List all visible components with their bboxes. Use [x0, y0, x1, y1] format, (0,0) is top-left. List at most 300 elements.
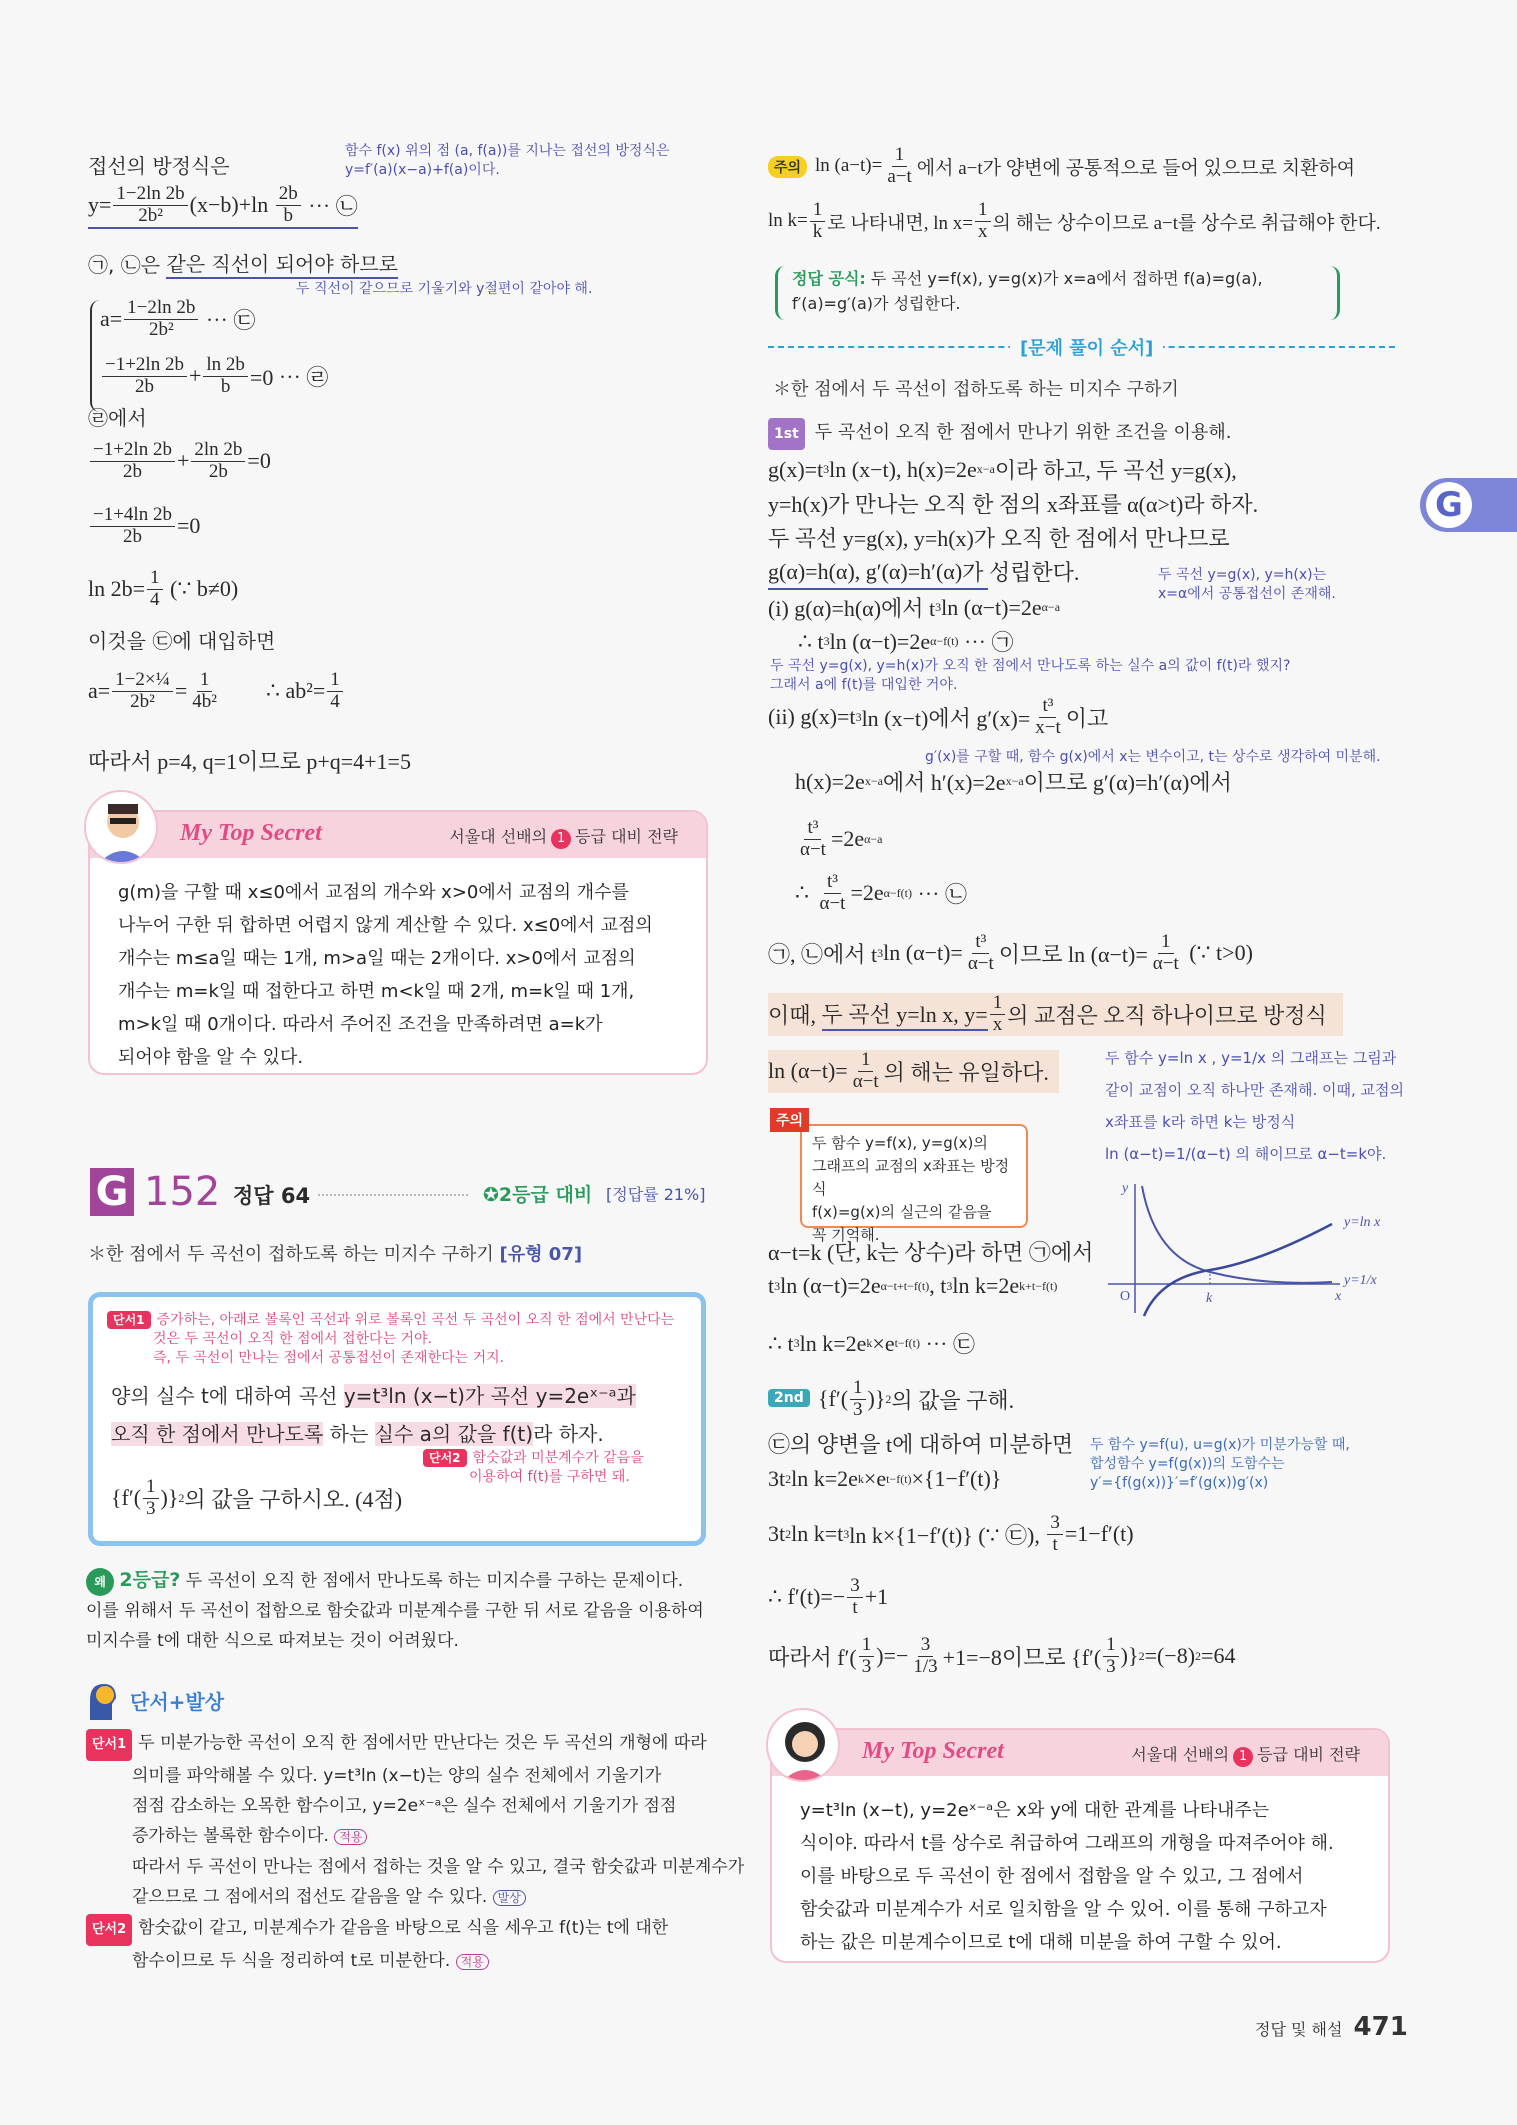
- denominator: x: [992, 1013, 1003, 1035]
- exponent: 2: [785, 1471, 792, 1486]
- fraction: [191, 440, 245, 483]
- math-text: ⋯ ㉠: [958, 630, 1014, 655]
- math-text: =: [174, 678, 188, 704]
- why-line: 이를 위해서 두 곡선이 접함으로 함숫값과 미분계수를 구한 뒤 서로 같음을 이용하여: [86, 1601, 704, 1621]
- side-note-line: ln (α−t)=1/(α−t) 의 해이므로 α−t=k야.: [1105, 1145, 1387, 1163]
- numerator: 1: [1103, 1635, 1119, 1657]
- math-text: 의 값을 구해.: [891, 1387, 1015, 1413]
- denominator: 2b: [134, 375, 154, 397]
- type-text: ＊한 점에서 두 곡선이 접하도록 하는 미지수 구하기: [88, 1244, 500, 1265]
- exponent: 2: [1138, 1648, 1145, 1663]
- k-label: k: [1206, 1291, 1213, 1306]
- solution-line: [768, 592, 1060, 623]
- math-text: ∴ t: [768, 1330, 794, 1356]
- side-note-line: x좌표를 k라 하면 k는 방정식: [1105, 1113, 1296, 1131]
- hint2: [423, 1449, 644, 1487]
- annotation-line: 두 함수 y=f(u), u=g(x)가 미분가능할 때,: [1090, 1437, 1350, 1453]
- secret-tag-text: 등급 대비 전략: [1257, 1745, 1360, 1764]
- annotation-line: 함수 f(x) 위의 점 (a, f(a))를 지나는 접선의 방정식은: [345, 143, 670, 159]
- numerator: 3: [1047, 1513, 1063, 1535]
- why-line: 미지수를 t에 대한 식으로 따져보는 것이 어려웠다.: [86, 1631, 459, 1651]
- type-tag: [유형 07]: [499, 1244, 583, 1265]
- solution-line: [795, 818, 883, 861]
- math-text: ㉠, ㉡은: [88, 253, 167, 277]
- math-text: ln (x−t)에서 g′(x)=: [861, 705, 1031, 731]
- solution-line: [768, 556, 1079, 587]
- denominator: 4b²: [192, 690, 217, 712]
- exponent: x−a: [864, 774, 883, 788]
- math-text: =1−f′(t): [1064, 1521, 1134, 1547]
- denominator: 1/3: [913, 1655, 938, 1677]
- math-text: ⋯ ㉡: [912, 881, 968, 907]
- fraction: [975, 200, 991, 243]
- secret-line: 함숫값과 미분계수가 서로 일치함을 알 수 있어. 이를 통해 구하고자: [800, 1899, 1327, 1920]
- math-text: ln k=2e: [799, 1330, 867, 1356]
- solution-line: [768, 993, 1343, 1036]
- ln-label: y=ln x: [1344, 1215, 1381, 1230]
- inverse-curve: [1142, 1186, 1332, 1283]
- secret-line: 되어야 함을 알 수 있다.: [118, 1047, 304, 1068]
- numerator: 1: [147, 568, 163, 590]
- fraction: [203, 355, 248, 398]
- question-line: [111, 1381, 636, 1411]
- problem-box: [88, 1292, 706, 1546]
- inverse-label: y=1/x: [1344, 1273, 1377, 1288]
- exponent: x−a: [976, 462, 995, 476]
- solution-line: 두 곡선 y=g(x), y=h(x)가 오직 한 점에서 만나므로: [768, 526, 1230, 551]
- math-text: ln k=: [768, 210, 808, 232]
- step1: [768, 418, 1231, 450]
- math-text: 같은 직선이 되어야 하므로: [166, 248, 398, 279]
- numerator: 1−2ln 2b: [124, 298, 198, 320]
- math-text: a=: [100, 306, 123, 332]
- annotation: [1158, 566, 1336, 604]
- annotation-line: 합성함수 y=f(g(x))의 도함수는: [1090, 1455, 1285, 1472]
- secret-tag: [1131, 1742, 1360, 1767]
- math-text: 이때,: [768, 1002, 822, 1028]
- exponent: k+t−f(t): [1019, 1278, 1058, 1293]
- x-axis-label: x: [1335, 1289, 1342, 1304]
- math-text: =2e: [830, 826, 865, 852]
- annotation: [1090, 1436, 1350, 1493]
- section-label: 정답 및 해설: [1255, 2020, 1343, 2039]
- math-text: ln (x−t), h(x)=2e: [829, 456, 977, 482]
- numerator: 1: [850, 1378, 866, 1400]
- secret-tag: [449, 824, 678, 849]
- equation: [88, 505, 200, 548]
- numerator: 1: [327, 670, 343, 692]
- question-line: [111, 1419, 604, 1449]
- insight-line: 증가하는 볼록한 함수이다.: [132, 1826, 329, 1846]
- step2-line: [818, 1378, 1014, 1421]
- caution-badge: 주의: [768, 156, 807, 178]
- fraction: [859, 1635, 875, 1678]
- fraction: [797, 818, 829, 861]
- math-text: ln (a−t)=: [815, 155, 883, 177]
- grade-badge: 1: [1233, 1747, 1253, 1767]
- fraction: [189, 670, 220, 713]
- math-text: )}: [160, 1485, 179, 1511]
- equation: [88, 568, 238, 611]
- fraction: [990, 993, 1006, 1036]
- fraction: [850, 1050, 882, 1093]
- math-text: ∴ t: [798, 628, 824, 654]
- solution-line: [768, 1466, 1001, 1492]
- numerator: t³: [804, 818, 821, 840]
- math-text: 에서 h′(x)=2e: [882, 770, 1006, 795]
- exponent: α−f(t): [930, 634, 959, 648]
- math-text: 3t: [768, 1521, 786, 1547]
- exponent: k: [866, 1336, 873, 1350]
- annotation-line: 두 곡선 y=g(x), y=h(x)가 오직 한 점에서 만나도록 하는 실수 a의 값이 f(t)라 했지?: [770, 658, 1291, 674]
- math-text: (ii) g(x)=t: [768, 704, 856, 730]
- side-note: [1105, 1042, 1404, 1170]
- page-footer: [1255, 2012, 1408, 2042]
- math-text: ln 2b=: [88, 576, 146, 602]
- note-line: 그래프의 교점의 x좌표는 방정식: [812, 1157, 1010, 1198]
- insight-line: 두 미분가능한 곡선이 오직 한 점에서만 만난다는 것은 두 곡선의 개형에 따라: [138, 1733, 707, 1753]
- conclusion: 따라서 p=4, q=1이므로 p+q=4+1=5: [88, 749, 411, 774]
- equation-c: [100, 298, 255, 341]
- math-text: ln k×{1−f′(t)} (∵ ㉢),: [849, 1522, 1046, 1548]
- annotation-line: x=α에서 공통접선이 존재해.: [1158, 585, 1336, 602]
- secret-title: My Top Secret: [180, 820, 322, 846]
- secret-line: 이를 바탕으로 두 곡선이 한 점에서 접함을 알 수 있고, 그 점에서: [800, 1866, 1304, 1887]
- equation: [88, 670, 345, 713]
- question-line: [111, 1477, 402, 1520]
- math-text: =0: [247, 448, 271, 474]
- math-text: 의 값을 구하시오. (4점): [184, 1486, 403, 1512]
- math-text: 가 성립한다.: [962, 560, 1080, 585]
- solution-line: [795, 872, 967, 915]
- math-text: 3t: [768, 1466, 786, 1491]
- denominator: x−t: [1035, 716, 1061, 738]
- exponent: 2: [1195, 1648, 1202, 1663]
- insight-line: 점점 감소하는 오목한 함수이고, y=2eˣ⁻ᵃ은 실수 전체에서 기울기가 점점: [132, 1796, 677, 1816]
- fraction: [124, 298, 198, 341]
- avatar: [84, 790, 158, 864]
- why-section: [86, 1565, 704, 1656]
- fraction: [1150, 932, 1182, 975]
- fraction: [143, 1477, 159, 1520]
- math-text: 이고: [1065, 705, 1109, 731]
- solution-line: [795, 766, 1232, 797]
- side-note-line: 같이 교점이 오직 하나만 존재해. 이때, 교점의: [1105, 1081, 1404, 1099]
- math-text: {f′(: [111, 1485, 142, 1511]
- fraction: [810, 200, 826, 243]
- leader-dots: [318, 1194, 468, 1196]
- math-text: =2e: [850, 880, 884, 906]
- apply-tag: 적용: [456, 1954, 489, 1970]
- hint1-badge: 단서1: [86, 1729, 132, 1761]
- secret-line: 하는 값은 미분계수이므로 t에 대해 미분을 하여 구할 수 있어.: [800, 1932, 1282, 1953]
- exponent: 3: [946, 1278, 953, 1293]
- formula-text: 두 곡선 y=f(x), y=g(x)가 x=a에서 접하면 f(a)=g(a),: [865, 269, 1263, 288]
- formula-text: f′(a)=g′(a)가 성립한다.: [792, 294, 961, 313]
- math-text: ln (α−t)=2e: [780, 1273, 881, 1298]
- secret-title: My Top Secret: [862, 1738, 1004, 1764]
- numerator: 1: [859, 1635, 875, 1657]
- math-text: {f′(: [818, 1386, 849, 1412]
- avatar: [766, 1708, 840, 1782]
- exponent: 2: [178, 1490, 185, 1505]
- denominator: α−t: [819, 892, 846, 914]
- hint-line: 함숫값과 미분계수가 같음을: [472, 1450, 644, 1466]
- insight-line: 함수이므로 두 식을 정리하여 t로 미분한다.: [132, 1951, 451, 1971]
- math-text: +1=−8이므로 {f′(: [942, 1644, 1102, 1670]
- secret-line: 식이야. 따라서 t를 상수로 취급하여 그래프의 개형을 따져주어야 해.: [800, 1833, 1334, 1854]
- solution-line: [768, 1328, 975, 1359]
- exponent: 3: [843, 1526, 850, 1541]
- step2-badge: 2nd: [768, 1389, 810, 1407]
- fraction: [910, 1635, 940, 1678]
- grade-text: 2등급 대비: [498, 1184, 593, 1206]
- insight-line: 함숫값이 같고, 미분계수가 같음을 바탕으로 식을 세우고 f(t)는 t에 대한: [138, 1918, 669, 1938]
- math-text: 두 곡선 y=ln x, y=: [822, 998, 988, 1031]
- denominator: 2b²: [138, 204, 163, 226]
- numerator: 1: [1158, 932, 1174, 954]
- solution-type: ＊한 점에서 두 곡선이 접하도록 하는 미지수 구하기: [773, 379, 1179, 400]
- idea-tag: 발상: [493, 1890, 526, 1906]
- math-text: ln k=2e: [952, 1273, 1020, 1298]
- formula-label: 정답 공식:: [792, 269, 866, 288]
- fraction: [1047, 1513, 1063, 1556]
- exponent: 2: [885, 1391, 892, 1406]
- question-highlight: 오직 한 점에서 만나도록: [111, 1422, 324, 1446]
- secret-body: [118, 876, 653, 1074]
- math-text: ∴ f′(t)=−: [768, 1584, 846, 1610]
- math-text: ln k=2e: [791, 1466, 858, 1491]
- denominator: 2b: [208, 460, 228, 482]
- math-text: ln (α−t)=: [883, 940, 963, 966]
- exponent: 3: [855, 709, 862, 724]
- fraction: [847, 1576, 863, 1619]
- numerator: 1: [197, 670, 213, 692]
- math-text: ⋯ ㉡: [302, 193, 358, 219]
- insight-line: 의미를 파악해볼 수 있다. y=t³ln (x−t)는 양의 실수 전체에서 기울기가: [132, 1766, 662, 1786]
- math-text: +: [188, 363, 202, 389]
- solution-order-label: [문제 풀이 순서]: [1010, 334, 1163, 360]
- caution-line: [815, 145, 1355, 188]
- math-text: a=: [88, 678, 111, 704]
- denominator: b: [220, 375, 231, 397]
- numerator: 1−2×¼: [112, 670, 173, 692]
- denominator: 4: [150, 588, 160, 610]
- numerator: 2b: [276, 184, 301, 206]
- denominator: 2b: [122, 525, 142, 547]
- secret-line: 개수는 m≤a일 때는 1개, m>a일 때는 2개이다. x>0에서 교점의: [118, 948, 636, 969]
- my-top-secret-box: [88, 810, 708, 1075]
- numerator: ln 2b: [203, 355, 248, 377]
- correct-rate: [정답률 21%]: [606, 1185, 706, 1204]
- lightbulb-icon: [86, 1680, 120, 1720]
- fraction: [112, 670, 173, 713]
- annotation-line: y=f′(a)(x−a)+f(a)이다.: [345, 161, 500, 178]
- step1-badge: 1st: [768, 418, 805, 450]
- math-text: h(x)=2e: [795, 768, 865, 794]
- math-text: 이므로 ln (α−t)=: [998, 941, 1148, 967]
- note-box: [800, 1124, 1028, 1244]
- denominator: 2b²: [148, 318, 174, 340]
- fraction: [965, 932, 997, 975]
- solution-line: [798, 626, 1014, 657]
- numerator: t³: [972, 932, 989, 954]
- denominator: α−t: [852, 1070, 879, 1092]
- insight-line: 따라서 두 곡선이 만나는 점에서 접하는 것을 알 수 있고, 결국 함숫값과 미분계수가: [132, 1857, 745, 1877]
- math-text: , t: [929, 1273, 947, 1298]
- math-text: ㉠, ㉡에서 t: [768, 941, 878, 967]
- numerator: 1: [143, 1477, 159, 1499]
- secret-line: y=t³ln (x−t), y=2eˣ⁻ᵃ은 x와 y에 대한 관계를 나타내주는: [800, 1800, 1270, 1821]
- denominator: a−t: [887, 165, 912, 187]
- secret-line: g(m)을 구할 때 x≤0에서 교점의 개수와 x>0에서 교점의 개수를: [118, 882, 629, 903]
- hint-line: 증가하는, 아래로 볼록인 곡선과 위로 볼록인 곡선 두 곡선이 오직 한 점에서 만난다는: [156, 1312, 675, 1328]
- page-number: 471: [1353, 2012, 1408, 2042]
- text-line: 이것을 ㉢에 대입하면: [88, 629, 276, 653]
- math-text: g(x)=t: [768, 456, 824, 482]
- math-text: 의 해는 상수이므로 a−t를 상수로 취급해야 한다.: [992, 212, 1381, 234]
- numerator: 1: [858, 1050, 874, 1072]
- annotation: g′(x)를 구할 때, 함수 g(x)에서 x는 변수이고, t는 상수로 생각하여 미분해.: [925, 749, 1381, 765]
- tangent-equation: [88, 184, 358, 229]
- solution-line: [768, 1050, 1059, 1093]
- secret-line: 나누어 구한 뒤 합하면 어렵지 않게 계산할 수 있다. x≤0에서 교점의: [118, 915, 653, 936]
- problem-number: 152: [144, 1169, 221, 1215]
- solution-line: α−t=k (단, k는 상수)라 하면 ㉠에서: [768, 1240, 1094, 1265]
- math-text: )=−: [876, 1643, 909, 1669]
- note-line: 두 함수 y=f(x), y=g(x)의: [812, 1134, 988, 1152]
- math-text: )}: [867, 1386, 886, 1412]
- secret-tag-text: 서울대 선배의: [1131, 1745, 1230, 1764]
- hint-line: 것은 두 곡선이 오직 한 점에서 접한다는 거야.: [153, 1330, 433, 1347]
- chapter-letter: G: [90, 1168, 134, 1216]
- numerator: 3: [918, 1635, 934, 1657]
- hint1: [107, 1311, 674, 1368]
- math-text: g(α)=h(α), g′(α)=h′(α): [768, 558, 963, 584]
- annotation-line: y′={f(g(x))}′=f′(g(x))g′(x): [1090, 1474, 1269, 1491]
- math-text: 에서 a−t가 양변에 공통적으로 들어 있으므로 치환하여: [916, 157, 1356, 179]
- exponent: t−f(t): [886, 1471, 912, 1486]
- hint1-badge: 단서1: [107, 1311, 151, 1329]
- origin-label: O: [1120, 1289, 1131, 1304]
- numerator: 1: [975, 200, 991, 222]
- denominator: α−t: [1152, 952, 1179, 974]
- exponent: k: [857, 1471, 864, 1486]
- solution-line: [768, 454, 1237, 485]
- solution-line: y=h(x)가 만나는 오직 한 점의 x좌표를 α(α>t)라 하자.: [768, 492, 1259, 517]
- insight-body: [86, 1728, 744, 1977]
- math-text: ∴ ab²=: [221, 678, 326, 704]
- denominator: k: [812, 220, 823, 242]
- text-line: 접선의 방정식은: [88, 154, 230, 178]
- grade-label: ✪2등급 대비: [483, 1184, 593, 1206]
- fraction: [102, 355, 187, 398]
- solution-line: [768, 1273, 1057, 1299]
- math-text: ln (α−t)=2e: [941, 594, 1042, 620]
- exponent: 3: [793, 1336, 800, 1350]
- denominator: 2b: [122, 460, 142, 482]
- secret-line: m>k일 때 0개이다. 따라서 주어진 조건을 만족하려면 a=k가: [118, 1014, 603, 1035]
- my-top-secret-box: [770, 1728, 1390, 1963]
- ln-vs-inverse-graph: [1100, 1178, 1400, 1318]
- secret-tag-text: 서울대 선배의: [449, 827, 548, 846]
- denominator: 3: [853, 1398, 863, 1420]
- numerator: t³: [1039, 696, 1056, 718]
- denominator: 2b²: [130, 690, 155, 712]
- insight-title: 단서+발상: [130, 1690, 225, 1714]
- grade-badge: 1: [551, 829, 571, 849]
- caution-line: [768, 200, 1381, 243]
- fraction: [817, 872, 849, 915]
- exponent: 3: [823, 462, 830, 476]
- exponent: 2: [785, 1526, 792, 1541]
- math-text: (∵ t>0): [1183, 940, 1253, 966]
- exponent: 3: [935, 600, 942, 614]
- exponent: x−a: [1005, 774, 1024, 788]
- formula-box: [775, 266, 1340, 320]
- fraction: [1103, 1635, 1119, 1678]
- insight-line: 같으므로 그 점에서의 접선도 같음을 알 수 있다.: [132, 1887, 488, 1907]
- solution-line: [768, 696, 1108, 739]
- denominator: 3: [146, 1497, 156, 1519]
- annotation: [345, 142, 670, 180]
- denominator: 3: [1106, 1655, 1116, 1677]
- math-text: +1: [864, 1584, 889, 1610]
- question-highlight: 실수 a의 값을 f(t): [374, 1422, 534, 1446]
- math-text: ⋯ ㉢: [200, 307, 256, 333]
- math-text: =(−8): [1144, 1643, 1196, 1669]
- apply-tag: 적용: [334, 1829, 367, 1845]
- math-text: 따라서 f′(: [768, 1644, 857, 1670]
- solution-line: ㉢의 양변을 t에 대하여 미분하면: [768, 1432, 1074, 1457]
- math-text: t: [768, 1273, 775, 1298]
- exponent: α−t+t−f(t): [880, 1278, 930, 1293]
- answer: 정답 64: [233, 1184, 311, 1208]
- denominator: x: [978, 220, 988, 242]
- numerator: 1−2ln 2b: [113, 184, 187, 206]
- why-title: 2등급?: [119, 1569, 181, 1591]
- fraction: [1032, 696, 1064, 739]
- text-line: [88, 248, 398, 279]
- ln-curve: [1144, 1224, 1332, 1316]
- math-text: +: [176, 448, 190, 474]
- numerator: 1: [892, 145, 908, 167]
- math-text: 로 나타내면, ln x=: [827, 212, 974, 234]
- denominator: α−t: [800, 838, 826, 860]
- fraction: [850, 1378, 866, 1421]
- math-text: (i) g(α)=h(α)에서 t: [768, 596, 936, 621]
- problem-header: [88, 1168, 708, 1218]
- numerator: −1+2ln 2b: [90, 440, 175, 462]
- math-text: ⋯ ㉢: [920, 1332, 976, 1357]
- solution-line: [768, 932, 1253, 975]
- math-text: =0: [176, 513, 201, 539]
- math-text: ×e: [872, 1330, 895, 1356]
- annotation-line: 두 곡선 y=g(x), y=h(x)는: [1158, 567, 1327, 583]
- exponent: 3: [823, 634, 830, 648]
- why-line: 두 곡선이 오직 한 점에서 만나도록 하는 미지수를 구하는 문제이다.: [180, 1571, 684, 1591]
- problem-type: [88, 1240, 582, 1270]
- math-text: ×e: [863, 1466, 887, 1491]
- numerator: −1+4ln 2b: [90, 505, 175, 527]
- math-text: (x−b)+ln: [189, 192, 274, 218]
- math-text: ∴: [795, 880, 815, 906]
- math-text: )}: [1120, 1643, 1139, 1669]
- question-highlight: y=t³ln (x−t)가 곡선 y=2eˣ⁻ᵃ과: [343, 1384, 636, 1408]
- numerator: 2ln 2b: [191, 440, 245, 462]
- exponent: t−f(t): [894, 1336, 921, 1350]
- math-text: 이라 하고, 두 곡선 y=g(x),: [994, 458, 1237, 483]
